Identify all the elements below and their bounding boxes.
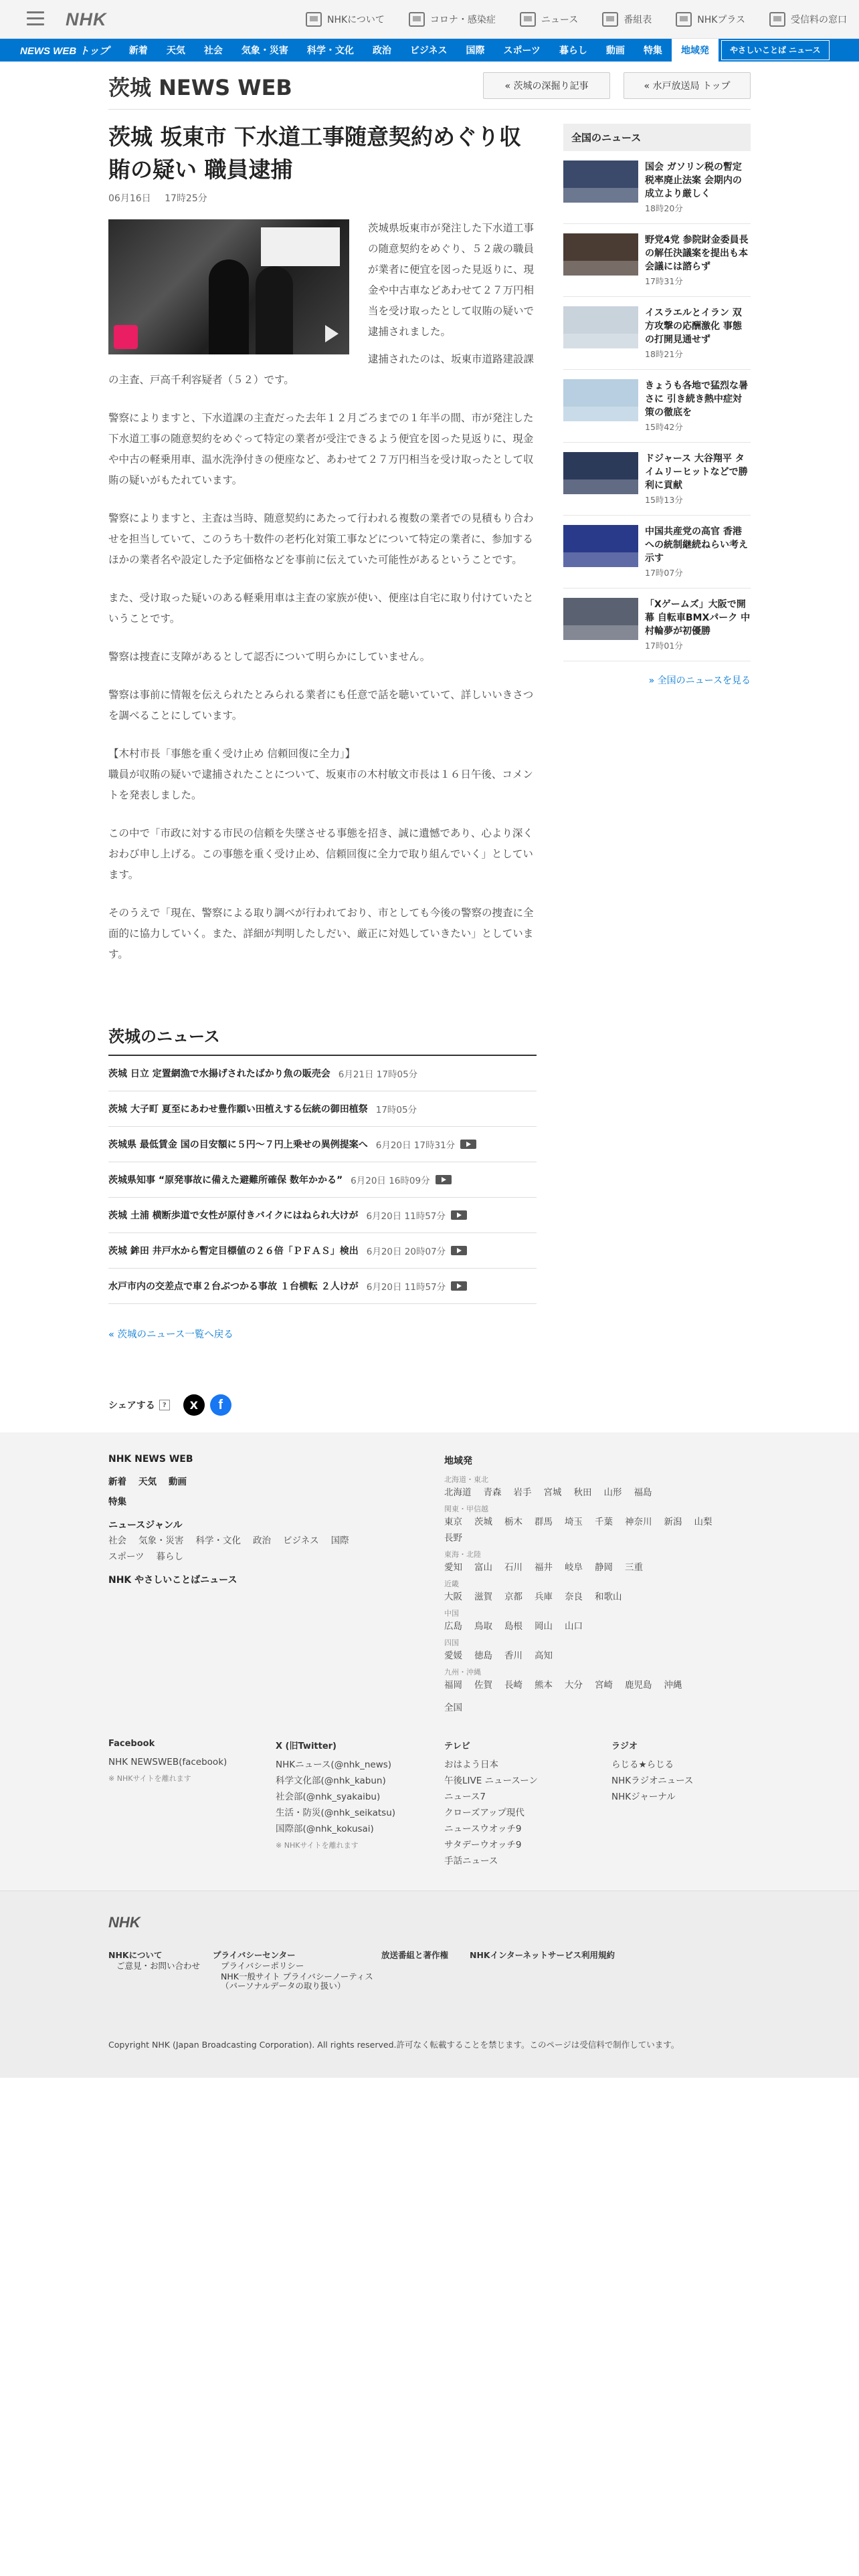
region-link[interactable]: 福井 (535, 1562, 553, 1573)
local-news-item[interactable] (108, 1233, 537, 1269)
region-link[interactable]: 大阪 (444, 1592, 462, 1602)
station-header (108, 62, 751, 110)
top-utility-bar (0, 0, 859, 39)
footer-link[interactable]: サタデーウオッチ9 (444, 1840, 522, 1850)
region-link[interactable]: 山梨 (694, 1517, 712, 1527)
region-link[interactable]: 山口 (565, 1621, 583, 1632)
nhk-logo[interactable]: NHK (66, 9, 107, 29)
region-link[interactable]: 岩手 (513, 1487, 532, 1498)
sidebar-item-title: ドジャース 大谷翔平 タイムリーヒットなどで勝利に貢献 (645, 453, 748, 491)
footer-link[interactable]: スポーツ (108, 1551, 145, 1562)
region-group-title: 九州・沖縄 (444, 1668, 481, 1677)
region-link[interactable]: 和歌山 (595, 1592, 622, 1602)
news-item-title: 茨城 土浦 横断歩道で女性が原付きバイクにはねられ大けが (108, 1210, 359, 1221)
nav-item-new[interactable]: 新着 (128, 45, 148, 56)
region-link[interactable]: 北海道 (444, 1487, 472, 1498)
footer-easy-news-link[interactable]: NHK やさしいことばニュース (108, 1575, 237, 1586)
sidebar-item-text (645, 379, 751, 433)
util-link-schedule[interactable] (590, 0, 664, 39)
footer-copyright-link[interactable]: 放送番組と著作権 (381, 1950, 449, 1960)
radio-list (611, 1757, 752, 1805)
article-paragraph: 警察は事前に情報を伝えられたとみられる業者にも任意で話を聴いていて、詳しいいきさつを調べることにしています。 (108, 689, 534, 722)
util-link-label: コロナ・感染症 (430, 15, 496, 25)
footer-region-all-row (444, 1700, 752, 1716)
tv-schedule-icon (602, 12, 618, 27)
sidebar-item-text (645, 233, 751, 287)
sidebar-item-title: イスラエルとイラン 双方攻撃の応酬激化 事態の打開見通せず (645, 308, 742, 345)
local-news-item[interactable] (108, 1198, 537, 1233)
footer-link[interactable]: 新着 (108, 1477, 126, 1487)
footer-nhk-logo[interactable]: NHK (108, 1914, 140, 1931)
region-link[interactable]: 広島 (444, 1621, 462, 1632)
nav-item-weather[interactable]: 天気 (166, 45, 185, 56)
sidebar-item-text (645, 452, 751, 506)
util-link-label: NHKプラス (697, 15, 745, 25)
sidebar-title: 全国のニュース (563, 124, 751, 151)
news-item-date: 6月21日 17時05分 (338, 1069, 418, 1080)
region-row (444, 1560, 752, 1576)
national-news-more-link[interactable]: » 全国のニュースを見る (648, 675, 751, 686)
sidebar-item-date: 17時01分 (645, 641, 683, 651)
facebook-share-icon[interactable]: f (210, 1394, 231, 1416)
article-paragraph: 逮捕されたのは、坂東市道路建設課の主査、戸高千利容疑者（５２）です。 (108, 353, 535, 386)
footer-about-link[interactable]: NHKについて (108, 1950, 163, 1960)
footer-facebook (108, 1739, 269, 1784)
footer-privacy-center-link[interactable]: プライバシーセンター (213, 1950, 296, 1960)
sidebar-national-news (563, 124, 751, 687)
footer-link[interactable]: NHKラジオニュース (611, 1776, 694, 1786)
x-list (276, 1757, 436, 1837)
tv-list (444, 1757, 605, 1869)
local-news-item[interactable] (108, 1162, 537, 1198)
fee-window-icon (769, 12, 785, 27)
region-link[interactable]: 沖縄 (664, 1680, 682, 1691)
sidebar-item-text (645, 306, 751, 360)
sidebar-news-item[interactable] (563, 151, 751, 224)
play-icon[interactable] (325, 325, 339, 342)
region-group-title: 四国 (444, 1638, 459, 1647)
region-row (444, 1618, 752, 1634)
article (108, 120, 537, 965)
radio-title: ラジオ (611, 1741, 638, 1751)
region-link[interactable]: 鹿児島 (625, 1680, 652, 1691)
region-row (444, 1514, 752, 1546)
region-link[interactable]: 岐阜 (565, 1562, 583, 1573)
hamburger-menu-icon[interactable] (27, 11, 44, 26)
article-time: 17時25分 (165, 193, 207, 204)
sidebar-item-title: 国会 ガソリン税の暫定税率廃止法案 会期内の成立より厳しく (645, 162, 742, 199)
region-link[interactable]: 福島 (634, 1487, 652, 1498)
video-icon (451, 1210, 467, 1220)
footer-link[interactable]: NHKニュース(@nhk_news) (276, 1759, 392, 1770)
footer-link[interactable]: NHKジャーナル (611, 1792, 676, 1802)
help-icon[interactable]: ? (159, 1400, 170, 1410)
util-links (294, 0, 859, 39)
footer-link[interactable]: おはよう日本 (444, 1759, 498, 1770)
footer-genre-row (108, 1533, 403, 1565)
nav-item-feature[interactable]: 特集 (643, 45, 662, 56)
region-link[interactable]: 静岡 (595, 1562, 613, 1573)
nav-item-video[interactable]: 動画 (605, 45, 625, 56)
sidebar-item-date: 15時13分 (645, 495, 683, 505)
region-link[interactable]: 滋賀 (474, 1592, 492, 1602)
footer-link[interactable]: ビジネス (283, 1535, 319, 1546)
footer-x (276, 1739, 436, 1850)
external-note: ※ NHKサイトを離れます (276, 1841, 359, 1850)
footer-nnw-row (108, 1494, 403, 1510)
article-paragraph: 【木村市長「事態を重く受け止め 信頼回復に全力」】 職員が収賄の疑いで逮捕されたことについて、坂東市の木村敏文市長は１６日午後、コメントを発表しました。 (108, 748, 533, 801)
util-link-corona[interactable] (397, 0, 508, 39)
footer-genre-title: ニュースジャンル (108, 1520, 183, 1531)
nav-item-science[interactable]: 科学・文化 (306, 45, 354, 56)
thumbnail-overlay (563, 625, 638, 640)
region-link[interactable]: 群馬 (535, 1517, 553, 1527)
footer-nav (0, 1432, 859, 1891)
region-link[interactable]: 長崎 (504, 1680, 522, 1691)
region-link[interactable]: 茨城 (474, 1517, 492, 1527)
region-link[interactable]: 山形 (603, 1487, 622, 1498)
back-to-local-news-link[interactable]: « 茨城のニュース一覧へ戻る (108, 1329, 233, 1340)
region-link[interactable]: 佐賀 (474, 1680, 492, 1691)
footer-link[interactable]: クローズアップ現代 (444, 1808, 524, 1818)
region-link[interactable]: 東京 (444, 1517, 462, 1527)
news-thumbnail (563, 306, 638, 348)
news-item-date: 6月20日 16時09分 (351, 1176, 430, 1186)
footer-region-title: 地域発 (444, 1456, 472, 1467)
article-paragraph: 警察によりますと、主査は当時、随意契約にあたって行われる複数の業者での見積もり合わせを担当していて、このうち十数件の老朽化対策工事などについて特定の業者に、参加するほかの業者名や設定した予定価格などを事前に伝えていた可能性があるということです。 (108, 512, 534, 566)
region-link[interactable]: 岡山 (535, 1621, 553, 1632)
sidebar-item-text (645, 598, 751, 651)
sidebar-item-date: 18時21分 (645, 349, 683, 359)
footer-regions (444, 1454, 752, 1716)
footer-nnw-row (108, 1474, 403, 1490)
sidebar-item-title: 野党4党 参院財金委員長の解任決議案を提出も本会議には諮らず (645, 235, 749, 272)
external-note: ※ NHKサイトを離れます (108, 1774, 191, 1783)
region-group-title: 東海・北陸 (444, 1550, 481, 1559)
region-row (444, 1485, 752, 1501)
footer-link[interactable]: 科学・文化 (195, 1535, 241, 1546)
image-figure (209, 259, 249, 354)
sidebar-item-date: 17時31分 (645, 276, 683, 286)
sidebar-item-title: きょうも各地で猛烈な暑さに 引き続き熱中症対策の徹底を (645, 381, 748, 418)
nav-item-regional[interactable]: 地域発 (672, 39, 719, 62)
footer-link[interactable]: 気象・災害 (138, 1535, 184, 1546)
sidebar-item-title: 「Xゲームズ」大阪で開幕 自転車BMXパーク 中村輪夢が初優勝 (645, 599, 751, 637)
region-link[interactable]: 神奈川 (625, 1517, 652, 1527)
region-link[interactable]: 新潟 (664, 1517, 682, 1527)
region-link[interactable]: 鳥取 (474, 1621, 492, 1632)
nav-news-web-top[interactable]: NEWS WEB トップ (20, 45, 109, 57)
footer-link[interactable]: 手話ニュース (444, 1856, 498, 1866)
footer-link[interactable]: 科学文化部(@nhk_kabun) (276, 1776, 386, 1786)
share-label: シェアする (108, 1400, 155, 1411)
region-link[interactable]: 愛媛 (444, 1650, 462, 1661)
region-link[interactable]: 島根 (504, 1621, 522, 1632)
article-paragraph: 茨城県坂東市が発注した下水道工事の随意契約をめぐり、５２歳の職員が業者に便宜を図った見返りに、現金や中古車などあわせて２７万円相当を受け取ったとして収賄の疑いで逮捕されました。 (368, 222, 535, 338)
news-thumbnail (563, 452, 638, 494)
footer-privacy-notice-link[interactable]: NHK一般サイト プライバシーノーティス (221, 1971, 373, 1981)
util-link-about[interactable] (294, 0, 397, 39)
news-item-title: 茨城 鉾田 井戸水から暫定目標値の２６倍「ＰＦＡＳ」検出 (108, 1246, 359, 1257)
nhk-about-icon (306, 12, 322, 27)
region-link[interactable]: 秋田 (573, 1487, 592, 1498)
video-icon (436, 1175, 452, 1184)
region-link[interactable]: 千葉 (595, 1517, 613, 1527)
x-title: X (旧Twitter) (276, 1741, 337, 1751)
region-link[interactable]: 兵庫 (535, 1592, 553, 1602)
local-news-item[interactable] (108, 1091, 537, 1127)
sidebar-item-date: 17時07分 (645, 568, 683, 578)
region-link[interactable]: 宮崎 (595, 1680, 613, 1691)
thumbnail-overlay (563, 188, 638, 203)
sidebar-list (563, 151, 751, 661)
article-video-thumbnail[interactable] (108, 219, 349, 354)
region-row (444, 1677, 752, 1693)
local-news-item[interactable] (108, 1056, 537, 1091)
footer-privacy-notice-sub[interactable]: （パーソナルデータの取り扱い） (221, 1981, 346, 1991)
region-link[interactable]: 高知 (535, 1650, 553, 1661)
thumbnail-overlay (563, 479, 638, 494)
article-paragraph: 警察によりますと、下水道課の主査だった去年１２月ごろまでの１年半の間、市が発注した下水道工事の随意契約をめぐって特定の業者が受注できるよう便宜を図った見返りに、現金や中古の軽乗用車、温水洗浄付きの便座など、あわせて２７万円相当を受け取ったとして収賄の疑いがもたれています。 (108, 412, 534, 486)
news-item-date: 6月20日 11時57分 (366, 1211, 446, 1222)
region-link[interactable]: 愛知 (444, 1562, 462, 1573)
thumbnail-overlay (563, 261, 638, 276)
util-link-fee[interactable] (757, 0, 859, 39)
util-link-news[interactable] (508, 0, 590, 39)
region-group-title: 関東・甲信越 (444, 1505, 488, 1513)
sidebar-item-text (645, 525, 751, 578)
news-item-date: 6月20日 11時57分 (366, 1282, 446, 1293)
copyright-text: Copyright NHK (Japan Broadcasting Corporation). All rights reserved.許可なく転載することを禁じます。このページは受信料で制作しています。 (108, 2040, 680, 2050)
local-news-item[interactable] (108, 1127, 537, 1162)
region-group-title: 近畿 (444, 1580, 459, 1588)
nav-item-sports[interactable]: スポーツ (503, 45, 541, 56)
footer-link[interactable]: 全国 (444, 1703, 462, 1713)
news-item-title: 水戸市内の交差点で車２台ぶつかる事故 １台横転 ２人けが (108, 1281, 359, 1292)
tv-title: テレビ (444, 1741, 470, 1751)
article-date: 06月16日 (108, 193, 151, 204)
nav-easy-news[interactable]: やさしいことば ニュース (721, 40, 830, 60)
facebook-title: Facebook (108, 1739, 155, 1749)
corona-icon (409, 12, 425, 27)
video-icon (451, 1246, 467, 1255)
sidebar-news-item[interactable] (563, 224, 751, 297)
sidebar-news-item[interactable] (563, 370, 751, 443)
article-datetime (108, 191, 537, 205)
footer-link[interactable]: 国際部(@nhk_kokusai) (276, 1824, 374, 1834)
article-paragraph: また、受け取った疑いのある軽乗用車は主査の家族が使い、便座は自宅に取り付けていたということです。 (108, 592, 534, 625)
thumbnail-overlay (563, 407, 638, 421)
footer-link[interactable]: ニュースウオッチ9 (444, 1824, 522, 1834)
news-item-title: 茨城 大子町 夏至にあわせ豊作願い田植えする伝統の御田植祭 (108, 1104, 368, 1115)
footer-link[interactable]: 特集 (108, 1497, 126, 1507)
footer-link[interactable]: NHK NEWSWEB(facebook) (108, 1757, 227, 1767)
nav-item-international[interactable]: 国際 (466, 45, 485, 56)
sidebar-item-title: 中国共産党の高官 香港への統制継続ねらい考え示す (645, 526, 748, 564)
video-icon (460, 1140, 476, 1149)
nav-item-society[interactable]: 社会 (203, 45, 223, 56)
news-icon (520, 12, 536, 27)
nav-item-disaster[interactable]: 気象・災害 (241, 45, 288, 56)
news-thumbnail (563, 379, 638, 421)
x-share-icon[interactable]: X (183, 1394, 205, 1416)
footer-contact-link[interactable]: ご意見・お問い合わせ (116, 1961, 201, 1971)
sidebar-news-item[interactable] (563, 443, 751, 516)
region-link[interactable]: 栃木 (504, 1517, 522, 1527)
footer-privacy-policy-link[interactable]: プライバシーポリシー (221, 1961, 304, 1971)
sidebar-item-text (645, 160, 751, 214)
sidebar-item-date: 15時42分 (645, 422, 683, 432)
footer-tv (444, 1739, 605, 1869)
footer-bottom (0, 1891, 859, 2078)
thumbnail-overlay (563, 552, 638, 567)
sidebar-item-date: 18時20分 (645, 203, 683, 213)
article-paragraph: そのうえで「現在、警察による取り調べが行われており、市としても今後の警察の捜査に全面的に協力していく。また、詳細が判明したしだい、厳正に対処していきたい」としています。 (108, 907, 534, 960)
local-news-item[interactable] (108, 1269, 537, 1304)
news-item-title: 茨城県 最低賃金 国の目安額に５円〜７円上乗せの異例提案へ (108, 1140, 368, 1150)
nav-item-business[interactable]: ビジネス (409, 45, 448, 56)
nav-item-life[interactable]: 暮らし (559, 45, 587, 56)
share-bar (108, 1394, 231, 1416)
article-headline: 茨城 坂東市 下水道工事随意契約めぐり収賄の疑い 職員逮捕 (108, 124, 521, 183)
footer-link[interactable]: ニュース7 (444, 1792, 486, 1802)
region-link[interactable]: 大分 (565, 1680, 583, 1691)
footer-link[interactable]: 動画 (169, 1477, 187, 1487)
region-link[interactable]: 香川 (504, 1650, 522, 1661)
global-nav (0, 39, 859, 62)
region-link[interactable]: 徳島 (474, 1650, 492, 1661)
news-thumbnail (563, 233, 638, 276)
local-news-title: 茨城のニュース (108, 1023, 537, 1056)
footer-link[interactable]: らじる★らじる (611, 1759, 674, 1770)
footer-link[interactable]: 暮らし (156, 1551, 183, 1562)
region-group-title: 中国 (444, 1609, 459, 1618)
util-link-label: 番組表 (624, 15, 652, 25)
util-link-label: ニュース (541, 15, 579, 25)
nhk-plus-icon (676, 12, 692, 27)
region-link[interactable]: 埼玉 (565, 1517, 583, 1527)
region-link[interactable]: 三重 (625, 1562, 643, 1573)
article-paragraph: 警察は捜査に支障があるとして認否について明らかにしていません。 (108, 651, 431, 663)
footer-link[interactable]: 午後LIVE ニュースーン (444, 1776, 538, 1786)
station-title[interactable]: 茨城 NEWS WEB (108, 75, 292, 100)
facebook-list (108, 1754, 269, 1770)
sidebar-news-item[interactable] (563, 588, 751, 661)
footer-terms-link[interactable]: NHKインターネットサービス利用規約 (470, 1950, 615, 1960)
region-link[interactable]: 富山 (474, 1562, 492, 1573)
image-figure (256, 266, 293, 354)
sidebar-news-item[interactable] (563, 297, 751, 370)
news-thumbnail (563, 160, 638, 203)
mito-top-button[interactable]: « 水戸放送局 トップ (624, 72, 751, 99)
region-link[interactable]: 長野 (444, 1533, 462, 1543)
deep-article-button[interactable]: « 茨城の深掘り記事 (483, 72, 610, 99)
footer-nnw-title[interactable]: NHK NEWS WEB (108, 1454, 193, 1465)
footer-link[interactable]: 社会部(@nhk_syakaibu) (276, 1792, 381, 1802)
news-item-date: 6月20日 20時07分 (366, 1247, 446, 1257)
nhk-badge-icon (114, 325, 138, 349)
news-item-date: 6月20日 17時31分 (375, 1140, 456, 1151)
local-news-section (108, 1023, 537, 1341)
news-item-title: 茨城 日立 定置網漁で水揚げされたばかり魚の販売会 (108, 1069, 330, 1079)
region-list (444, 1474, 752, 1693)
footer-link[interactable]: 政治 (253, 1535, 271, 1546)
region-link[interactable]: 宮城 (543, 1487, 562, 1498)
region-link[interactable]: 青森 (483, 1487, 502, 1498)
sidebar-news-item[interactable] (563, 516, 751, 588)
footer-link[interactable]: 生活・防災(@nhk_seikatsu) (276, 1808, 396, 1818)
footer-link[interactable]: 社会 (108, 1535, 126, 1546)
news-item-title: 茨城県知事 “原発事故に備えた避難所確保 数年かかる” (108, 1175, 343, 1186)
region-row (444, 1589, 752, 1605)
region-link[interactable]: 石川 (504, 1562, 522, 1573)
thumbnail-overlay (563, 334, 638, 348)
util-link-plus[interactable] (664, 0, 757, 39)
region-row (444, 1648, 752, 1664)
region-link[interactable]: 熊本 (535, 1680, 553, 1691)
region-link[interactable]: 福岡 (444, 1680, 462, 1691)
footer-nhk-news-web (108, 1454, 403, 1586)
image-caption-panel (261, 227, 340, 266)
article-paragraph: この中で「市政に対する市民の信頼を失墜させる事態を招き、誠に遺憾であり、心より深くおわび申し上げる。この事態を重く受け止め、信頼回復に全力で取り組んでいく」としています。 (108, 827, 533, 881)
news-thumbnail (563, 598, 638, 640)
video-icon (451, 1281, 467, 1291)
nav-item-politics[interactable]: 政治 (372, 45, 391, 56)
region-link[interactable]: 京都 (504, 1592, 522, 1602)
news-thumbnail (563, 525, 638, 567)
util-link-label: 受信料の窓口 (791, 15, 847, 25)
region-link[interactable]: 奈良 (565, 1592, 583, 1602)
news-item-date: 17時05分 (375, 1105, 417, 1115)
footer-link[interactable]: 国際 (330, 1535, 349, 1546)
region-group-title: 北海道・東北 (444, 1475, 488, 1484)
footer-link[interactable]: 天気 (138, 1477, 157, 1487)
footer-radio (611, 1739, 752, 1805)
util-link-label: NHKについて (327, 15, 385, 25)
